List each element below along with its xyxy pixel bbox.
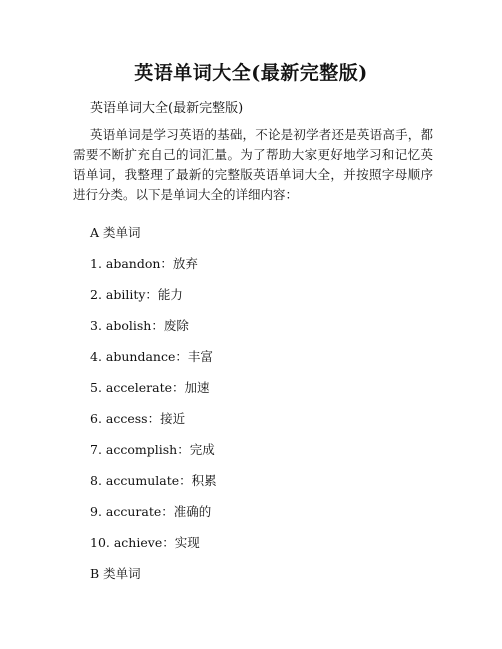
word-item: 4. abundance：丰富 <box>90 349 213 364</box>
word-item: 10. achieve：实现 <box>90 535 200 550</box>
word-item: 3. abolish：废除 <box>90 318 189 333</box>
word-item: 5. accelerate：加速 <box>90 380 210 395</box>
intro-paragraph: 英语单词是学习英语的基础，不论是初学者还是英语高手，都需要不断扩充自己的词汇量。为了帮助大家更好地学习和记忆英语单词，我整理了最新的完整版英语单词大全，并按照字母顺序进行分类。以下是单词大全的详细内容： <box>73 127 433 202</box>
word-item: 8. accumulate：积累 <box>90 473 217 488</box>
word-item: 6. access：接近 <box>90 411 186 426</box>
word-item: 9. accurate：准确的 <box>90 504 212 519</box>
section-heading-b: B 类单词 <box>90 566 141 581</box>
word-item: 2. ability：能力 <box>90 287 183 302</box>
section-heading-a: A 类单词 <box>90 225 141 240</box>
document-title: 英语单词大全(最新完整版) <box>134 62 368 84</box>
document-subtitle: 英语单词大全(最新完整版) <box>90 101 244 116</box>
word-item: 1. abandon：放弃 <box>90 256 198 271</box>
word-item: 7. accomplish：完成 <box>90 442 215 457</box>
